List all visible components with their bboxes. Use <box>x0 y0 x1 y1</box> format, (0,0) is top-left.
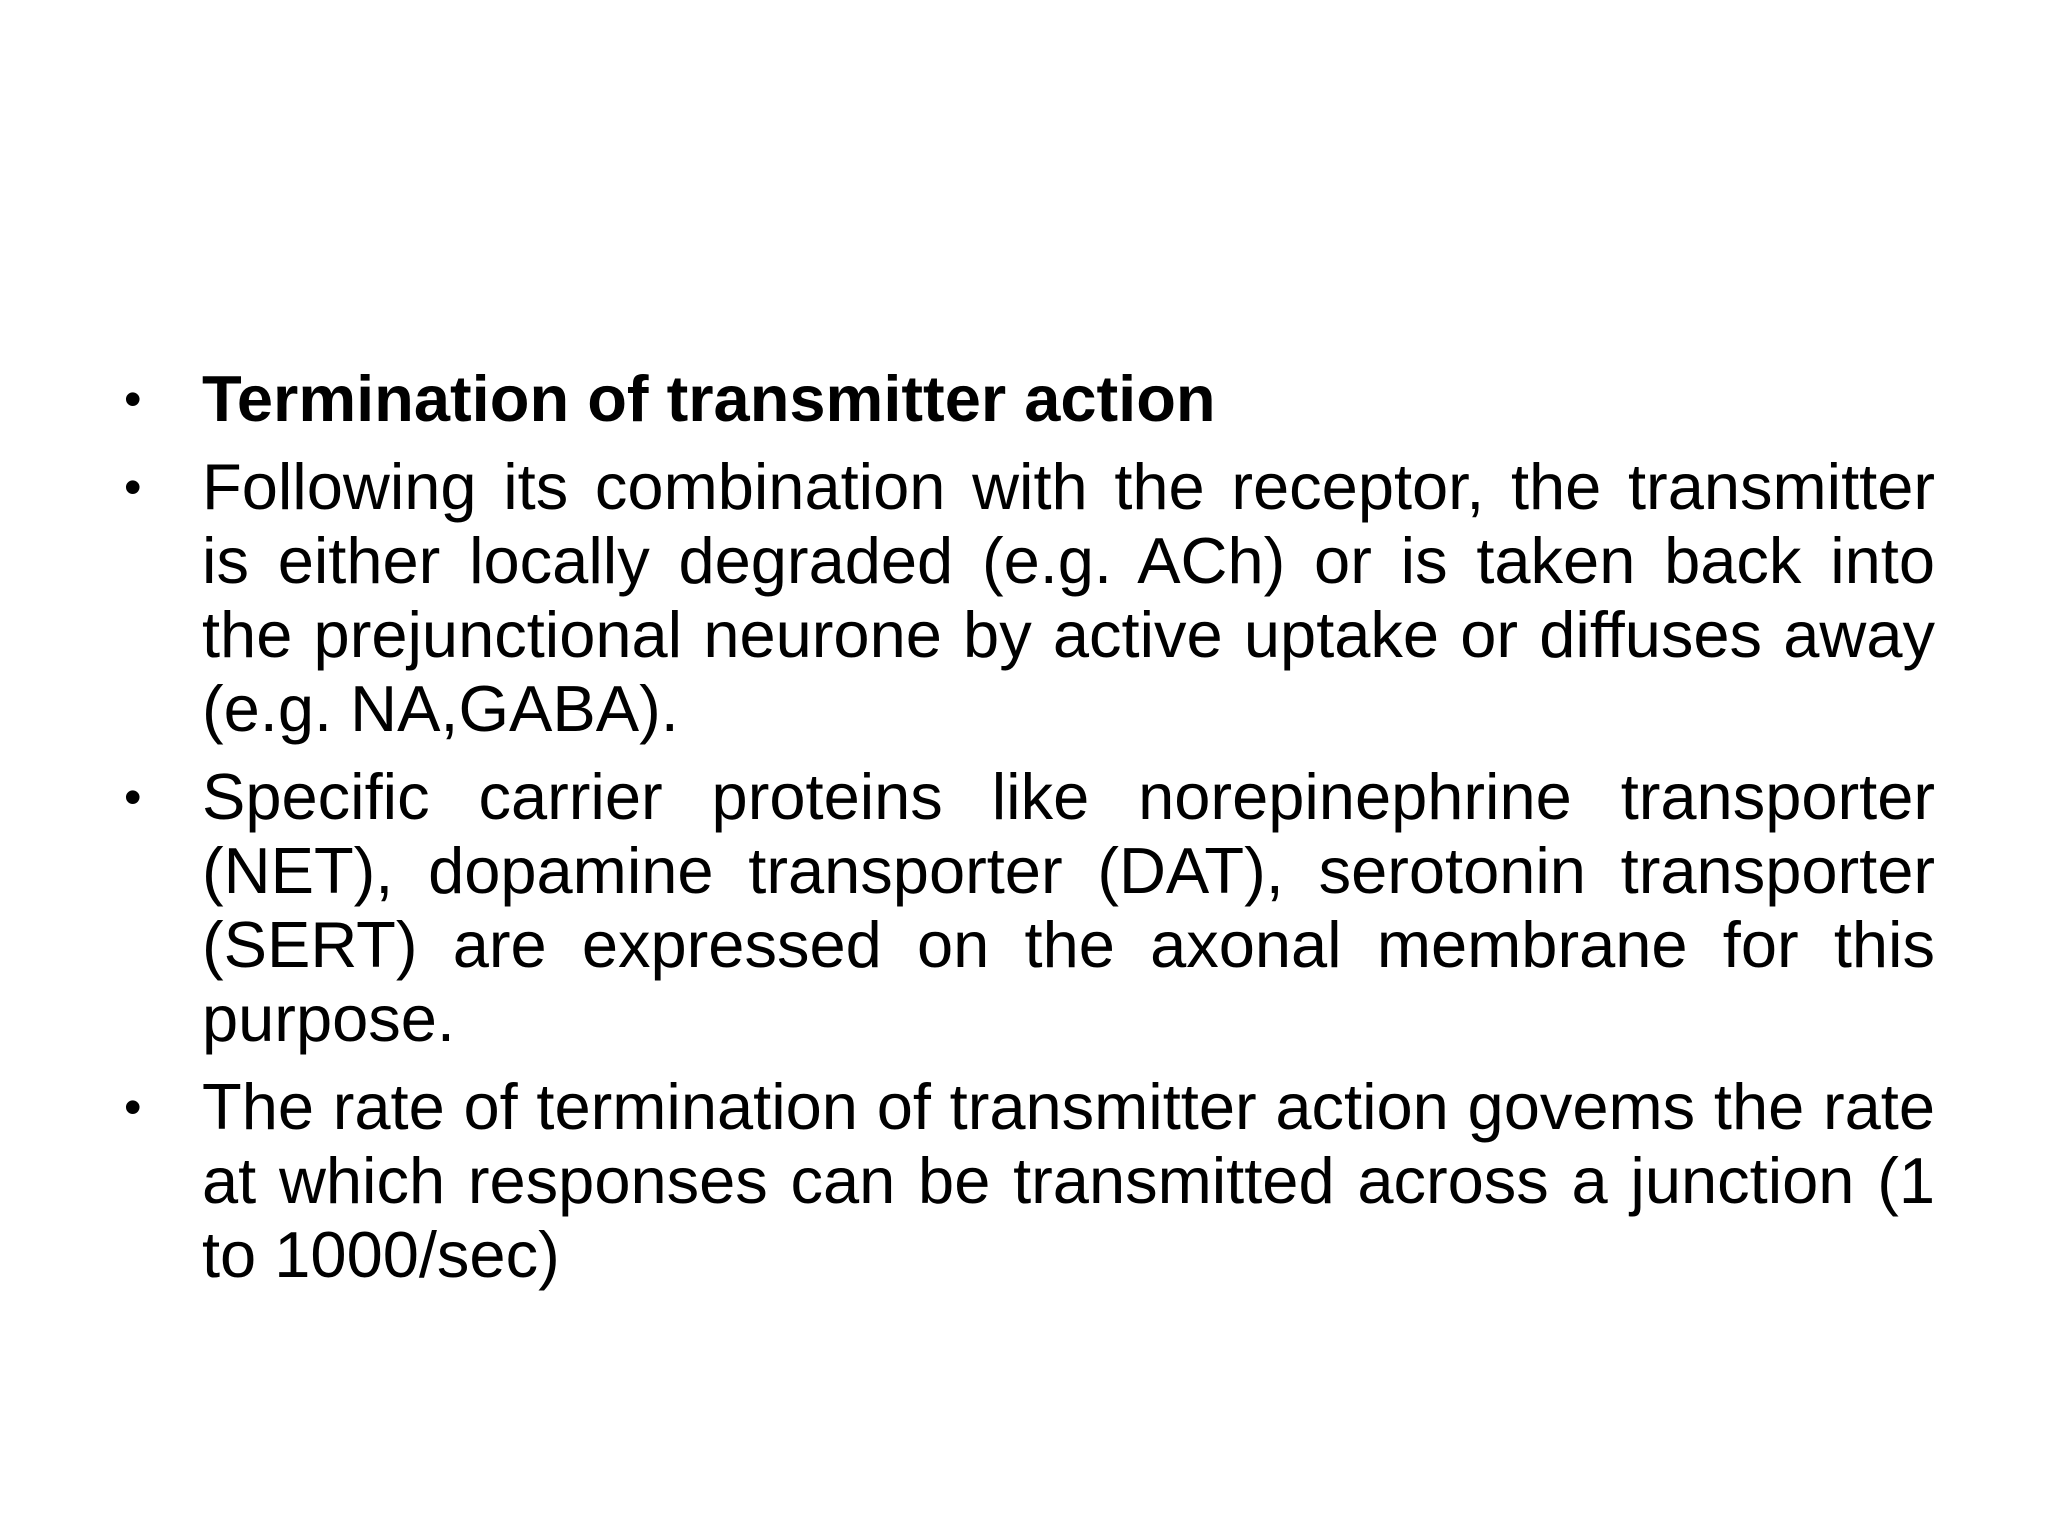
bullet-text: The rate of termination of transmitter action govems the rate at which responses can be transmitted across a junction (1 to 1000/sec) <box>202 1070 1935 1291</box>
bullet-item-degradation <box>120 450 1935 746</box>
bullet-list <box>120 362 1935 1306</box>
bullet-icon: • <box>124 1079 142 1135</box>
bullet-item-termination-rate <box>120 1070 1935 1292</box>
bullet-icon: • <box>124 459 142 515</box>
bullet-text: Following its combination with the receptor, the transmitter is either locally degraded (e.g. ACh) or is taken back into the prejunctional neurone by active uptake or diffuses away (e.g. NA,GABA). <box>202 450 1935 745</box>
bullet-text: Specific carrier proteins like norepinephrine transporter (NET), dopamine transporter (DAT), serotonin transporter (SERT) are expressed on the axonal membrane for this purpose. <box>202 760 1935 1055</box>
bullet-icon: • <box>124 371 142 427</box>
bullet-item-heading <box>120 362 1935 436</box>
bullet-item-carrier-proteins <box>120 760 1935 1056</box>
section-heading: Termination of transmitter action <box>202 362 1216 435</box>
bullet-icon: • <box>124 769 142 825</box>
